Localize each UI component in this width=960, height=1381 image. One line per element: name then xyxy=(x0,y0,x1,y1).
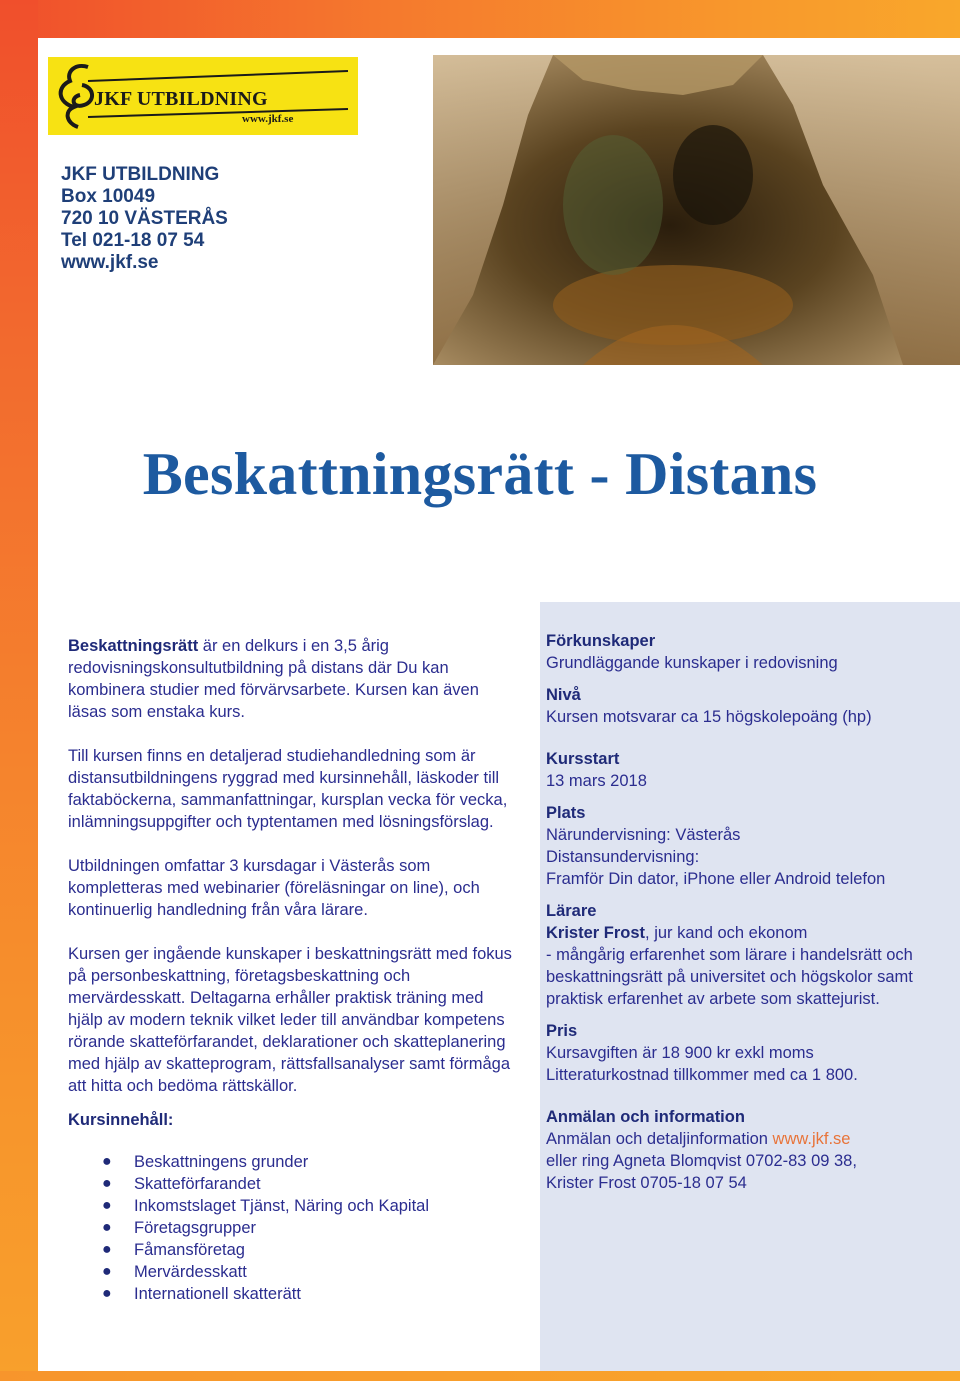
list-item: ● Inkomstslaget Tjänst, Näring och Kapital xyxy=(102,1197,430,1215)
place-label: Plats xyxy=(546,804,586,822)
orange-frame-top xyxy=(0,0,960,38)
signup-phone-krister: Krister Frost 0705-18 07 54 xyxy=(546,1174,747,1192)
bullet-icon: ● xyxy=(102,1263,112,1280)
contact-address xyxy=(61,164,228,274)
logo-url: www.jkf.se xyxy=(242,113,294,125)
course-content-heading: Kursinnehåll: xyxy=(68,1111,174,1129)
teacher-line xyxy=(546,922,956,944)
course-days-paragraph: Utbildningen omfattar 3 kursdagar i Västerås som kompletteras med webinarier (föreläsningar on line), och kontinuerlig handledning från våra lärare. xyxy=(68,857,480,919)
knowledge-paragraph: Kursen ger ingående kunskaper i beskattningsrätt med fokus på personbeskattning, företagsbeskattning och mervärdesskatt. Deltagarna erhåller praktisk träning med hjälp av modern teknik vilket leder till användbar kompetens rörande skatteförfarandet, deklarationer och skatteplanering med hjälp av skatteprogram, rättsfallsanalyser samt förmåga att hitta och bedöma rättskällor. xyxy=(68,945,512,1095)
intro-text: är en delkurs i en 3,5 årig redovisningskonsultutbildning på distans där Du kan kombinera studier med förvärvsarbete. Kursen kan även läsas som enstaka kurs. xyxy=(68,637,479,721)
teacher-title: , jur kand och ekonom xyxy=(645,924,808,942)
signup-section xyxy=(546,1106,956,1194)
teacher-section xyxy=(546,900,956,1010)
address-city: 720 10 VÄSTERÅS xyxy=(61,208,228,229)
bullet-icon: ● xyxy=(102,1153,112,1170)
list-item: ● Skatteförfarandet xyxy=(102,1175,261,1193)
level-label: Nivå xyxy=(546,686,581,704)
website-link[interactable]: www.jkf.se xyxy=(772,1130,851,1148)
level-value: Kursen motsvarar ca 15 högskolepoäng (hp) xyxy=(546,708,872,726)
address-box: Box 10049 xyxy=(61,186,156,207)
course-content-list xyxy=(68,1151,518,1305)
page-title: Beskattningsrätt - Distans xyxy=(142,441,818,507)
list-item: ● Företagsgrupper xyxy=(102,1219,256,1237)
signup-phone-agneta: eller ring Agneta Blomqvist 0702-83 09 38, xyxy=(546,1152,857,1170)
bullet-icon: ● xyxy=(102,1219,112,1236)
jkf-logo xyxy=(48,57,358,135)
prerequisites-value: Grundläggande kunskaper i redovisning xyxy=(546,654,838,672)
orange-frame-bottom xyxy=(0,1371,960,1381)
price-fee: Kursavgiften är 18 900 kr exkl moms xyxy=(546,1044,814,1062)
signup-label: Anmälan och information xyxy=(546,1108,745,1126)
study-guide-paragraph: Till kursen finns en detaljerad studiehandledning som är distansutbildningens ryggrad med kursinnehåll, läskoder till faktaböckerna, sammanfattningar, kursplan vecka för vecka, inlämningsuppgifter och typtentamen med lösningsförslag. xyxy=(68,747,508,831)
level-section xyxy=(546,684,956,728)
signup-line xyxy=(546,1128,956,1150)
bullet-icon: ● xyxy=(102,1241,112,1258)
teacher-description: - mångårig erfarenhet som lärare i handelsrätt och beskattningsrätt på universitet och högskolor samt praktisk erfarenhet av arbete som skattejurist. xyxy=(546,946,913,1008)
bullet-icon: ● xyxy=(102,1197,112,1214)
price-label: Pris xyxy=(546,1022,578,1040)
address-phone: Tel 021-18 07 54 xyxy=(61,230,205,251)
course-start-label: Kursstart xyxy=(546,750,620,768)
cave-photo xyxy=(433,55,960,365)
place-devices: Framför Din dator, iPhone eller Android telefon xyxy=(546,870,886,888)
prerequisites-section xyxy=(546,630,956,674)
list-item: ● Mervärdesskatt xyxy=(102,1263,247,1281)
place-section xyxy=(546,802,956,890)
course-start-value: 13 mars 2018 xyxy=(546,772,647,790)
logo-title: JKF UTBILDNING xyxy=(94,88,268,110)
intro-lead: Beskattningsrätt xyxy=(68,637,199,655)
price-section xyxy=(546,1020,956,1086)
intro-paragraph xyxy=(68,635,518,723)
course-start-section xyxy=(546,748,956,792)
address-company: JKF UTBILDNING xyxy=(61,164,220,185)
price-literature: Litteraturkostnad tillkommer med ca 1 800. xyxy=(546,1066,858,1084)
prerequisites-label: Förkunskaper xyxy=(546,632,656,650)
bullet-icon: ● xyxy=(102,1175,112,1192)
list-item: ● Internationell skatterätt xyxy=(102,1285,301,1303)
bullet-icon: ● xyxy=(102,1285,112,1302)
teacher-name: Krister Frost xyxy=(546,924,646,942)
orange-frame-left xyxy=(0,0,38,1381)
signup-text: Anmälan och detaljinformation xyxy=(546,1130,773,1148)
address-website[interactable]: www.jkf.se xyxy=(61,252,159,273)
place-local: Närundervisning: Västerås xyxy=(546,826,741,844)
place-distance: Distansundervisning: xyxy=(546,848,700,866)
teacher-label: Lärare xyxy=(546,902,597,920)
list-item: ● Fåmansföretag xyxy=(102,1241,245,1259)
course-facts-panel xyxy=(540,602,960,1371)
list-item: ● Beskattningens grunder xyxy=(102,1153,309,1171)
course-description xyxy=(68,635,518,1305)
